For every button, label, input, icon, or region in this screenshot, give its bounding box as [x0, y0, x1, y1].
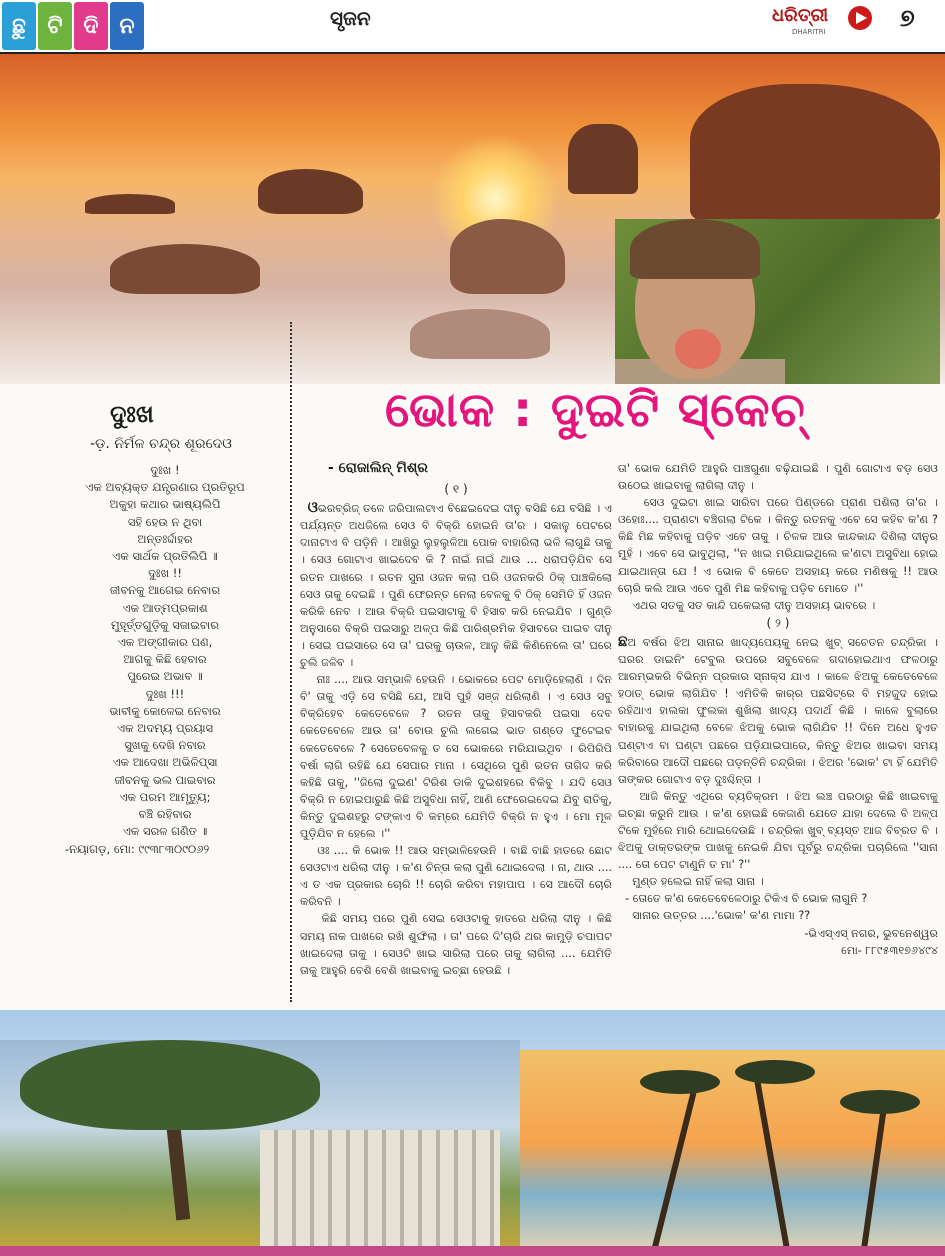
- masthead-char-1: ଛୁ: [2, 2, 36, 50]
- story-paragraph: କିଛି ସମୟ ପରେ ପୁଣି ସେଇ ସେଓଟାକୁ ହାତରେ ଧରିଲା ଦୀନୁ । କିଛି ସମୟ ନାକ ପାଖରେ ରଖି ଶୁଙ୍ଘିଲା । ତା' ପରେ ଦି'ଚାରି ଥର କାମୁଡ଼ି ଚପାପଟ ଖାଇଦେଲା ତାକୁ । ସେଓଟି ଖାଇ ସାରିଲା ପରେ ତାକୁ ଲାଗିଲା .... ଯେମିତି ତାକୁ ଆହୁରି ବେଶି ବେଶି ଖାଇବାକୁ ଇଚ୍ଛା ହେଉଛି ।: [300, 912, 612, 977]
- poem-line: ଭାବୀକୁ କୋଳେଇ ନେବାର: [109, 703, 221, 718]
- poem-line: ଦୁଃଖ !!: [148, 566, 182, 581]
- story-paragraph: ସାନାର ଉତ୍ତର ....'ଭୋକ' କ'ଣ ମାମା ??: [632, 909, 811, 923]
- rock: [410, 309, 550, 359]
- masthead-char-4: ନ: [110, 2, 144, 50]
- poem-line: ଏକ ପରମ ଆମୃତ୍ୟୁ;: [119, 789, 211, 804]
- rock: [85, 194, 175, 214]
- part-2-marker: ( ୨ ): [766, 615, 790, 630]
- poem-line: ବଞ୍ଚି ରହିବାର: [138, 807, 192, 822]
- city-buildings: [260, 1130, 500, 1250]
- play-icon[interactable]: [848, 6, 872, 30]
- column-divider: [290, 322, 292, 1002]
- poem-line: ଦୁଃଖ !: [150, 463, 180, 477]
- poem-author: -ଡ଼. ନିର୍ମଳ ଚନ୍ଦ୍ର ଶୂରଦେଓ: [90, 436, 232, 452]
- poem-line: ଦୁଃଖ !!!: [145, 686, 185, 701]
- masthead-char-2: ଟି: [38, 2, 72, 50]
- poem-line: ସହି ହେଉ ନ ଥିବା: [127, 514, 203, 529]
- poem-line: ଏକ ଆତ୍ମପ୍ରକାଶ: [122, 600, 208, 615]
- story-sign-place: -ଭିଏସ୍‌ଏସ୍ ନଗର, ଭୁବନେଶ୍ୱର: [804, 926, 938, 940]
- story-paragraph: - ତୋତେ କ'ଣ କେତେବେଳେଠାରୁ ଟିକିଏ ବି ଭୋକ ଲାଗୁନି ?: [625, 892, 868, 906]
- page-header: [0, 0, 945, 54]
- brand-subtitle: DHARITRI: [792, 28, 826, 36]
- poem-line: ମୁହୂର୍ତ୍ତଗୁଡ଼ିକୁ ସଜାଇବାର: [110, 617, 220, 632]
- palm-fronds: [840, 1090, 920, 1114]
- story-paragraph: ନାଃ .... ଆଉ ସମ୍ଭାଳି ହେଉନି । ଭୋକରେ ପେଟ ମୋଡ଼ିହେଲାଣି । ଦିନ ବି' ତାକୁ ଏଡ଼ି ସେ ବସିଛି ଯେ, ଆସି ପୁହଁ ସଞ୍ଜ ଧରିଲାଣି । ଏ ସେଓ ସବୁ ବିକ୍ରିହେବ କେତେବେଳେ ? ରତନ ତାକୁ ହିସାବକରି ପଇସା ଦେବ କେତେବେଳେ ଆଉ ତା' ବୋଉ ଚୁଲି ଲଗେଇ ଭାତ ଗଣ୍ଡେ ଫୁଟେଇବ କେତେବେଳେ ? ସେତେବେଳକୁ ତ ସେ ଭୋକରେ ମରିଯାଇଥିବ । ରିପିରିପି ବର୍ଷା ଲାଗି ରହିଛି ଯେ ସେପାର ମାନା । ସେଥିରେ ପୁଣି ରତନ ତାଗିଦ କରି କହିଛି ତାକୁ, ''ଜିଲୋ ଦୁଇଣ' ଟିରିଶ ଡାକି ଦୁଇଶହରେ ବିକିବୁ । ଯଦି ସେଓ ବିକ୍ରି ନ ହୋଇପାରୁଛି କିଛି ଅସୁବିଧା ନାହିଁ, ଆଣି ଫେରେଇଦେଇ ଯିବୁ ରାତିକୁ, କିନ୍ତୁ ଦୁଇଶହରୁ ଟଙ୍କାଏ ବି କମ୍‌ରେ ଯେମିତି ବିକ୍ରି ନ ହୁଏ । ମୋ ମୂଳ ପୁଡ଼ିଯିବ ନ ହେଲେ ।'': [300, 673, 612, 840]
- poem-line: ଏକ ଅଙ୍ଗୀକାର ପଣ,: [117, 635, 213, 650]
- palm-trunk: [650, 1092, 697, 1256]
- apple: [675, 329, 721, 369]
- page-number: ୭: [900, 4, 915, 32]
- poem-line: ଏକ ସରଳ ଗଣିତ ॥: [122, 824, 208, 839]
- story-column-2: [618, 460, 938, 959]
- poem-line: ଅନ୍ତଃର୍ଦ୍ଦାହର: [137, 531, 193, 546]
- story-paragraph: ସେଓ ଦୁଇଟା ଖାଇ ସାରିବା ପରେ ପିଣ୍ଡରେ ପ୍ରାଣ ପଶିଲା ତା'ର । ଓହୋଃ.... ପ୍ରାଣଟା ବଞ୍ଚିଗଲା ଟିକେ । କିନ୍ତୁ ରତନକୁ ଏବେ ସେ କହିବ କ'ଣ ? କିଛି ମିଛ କହିବାକୁ ପଡ଼ିବ ଏବେ ତାକୁ । ଚିଳକ ଆଉ କାନ୍ଦକାନ୍ଦ ଦିଶିଲା ଦୀନୁର ମୁହଁ । ଏବେ ସେ ଭାବୁଥିଲା, ''ନ ଖାଇ ମରିଯାଇଥିଲେ କ'ଣଟା ଅସୁବିଧା ହୋଇ ଯାଇଥାନ୍ତା ଯେ ! ଏ ଭୋକ ବି କେତେ ଅସହାୟ କରେ ମଣିଷକୁ !! ଆଉ ଚୋରି କଲି ଆଉ ଏବେ ପୁଣି ମିଛ କହିବାକୁ ପଡ଼ିବ ମୋତେ ।'': [618, 496, 939, 595]
- poem-title: ଦୁଃଖ: [110, 400, 154, 428]
- rock: [690, 84, 940, 224]
- dropcap: ଛ: [618, 631, 628, 650]
- coastal-city-image: [0, 1040, 520, 1256]
- tree-crown: [20, 1040, 320, 1130]
- poem-line: ଏକ ଆଦେଖା ଅଭିଳିପ୍ସା: [112, 755, 218, 770]
- poem-footer: -ନୟାଗଡ଼, ମୋ: ୯୯୩୮୩୦୯୦୬୨: [65, 842, 210, 857]
- palm-trunk: [860, 1110, 887, 1256]
- story-paragraph: ଆଜି କିନ୍ତୁ ଏଥିରେ ବ୍ୟତିକ୍ରମ । ଝିଅ ଲଞ୍ଚ ପରଠାରୁ କିଛି ଖାଇବାକୁ ଇଚ୍ଛା କରୁନି ଆଉ । କ'ଣ ହୋଇଛି କେଜାଣି ଯେତେ ଯାହା ଦେଲେ ବି ଅଳ୍ପ ଟିକେ ମୁହଁରେ ମାରି ଥୋଇଦେଉଛି । ଚନ୍ଦ୍ରିକା ଖୁବ୍ ବ୍ୟସ୍ତ ଆଜ ବିବ୍ରତ ବି । ଝିଅକୁ ଡାକ୍ତରଙ୍କ ପାଖକୁ ନେଇକି ଯିବା ପୂର୍ବରୁ ଚନ୍ଦ୍ରିକା ପଚାରିଲେ ''ସାନା .... ତୋ ପେଟ ଟାଣୁନି ତ ମା' ?'': [618, 789, 938, 872]
- masthead-char-3: ଦି: [74, 2, 108, 50]
- rock: [568, 124, 638, 194]
- story-paragraph: ଓଭରବ୍ରିଜ୍ ତଳେ ଜରିପାଲଟାଏ ବିଛେଇଦେଇ ଦୀନୁ ବସିଛି ଯେ ବସିଛି । ଏ ପର୍ଯ୍ୟନ୍ତ ଅଧଜିଲେ ସେଓ ବି ବିକ୍ରି ହୋଇନି ତା'ର । ସକାଳୁ ପେଟରେ ଦାନାଟାଏ ବି ପଡ଼ିନି । ଆଖିରୁ ଲୁହଲୁଳିଆ ପୋକ ବାହାରିଲା ଭଳି ଲାଗୁଛି ତାକୁ । ସେଓ ଗୋଟାଏ ଖାଇଦେବ କି ? ନାଇଁ ନାଇଁ ଥାଉ ... ଧରାପଡ଼ିଯିବ ସେ ରତନ ପାଖରେ । ରତନ ସୁନା ଓଜନ କଲା ପରି ଓଜନକରି ଠିକ୍ ପାଞ୍ଚକିଲୋ ସେଓ ତାକୁ ଦେଇଛି । ପୁଣି ଫେରନ୍ତ ନେଲା ବେଳକୁ ବି ଠିକ୍ ସେମିତି ହିଁ ଓଜନ କରିକି ନେବ । ଆଉ ବିକ୍ରି ପଇସାଟାକୁ ବି ହିସାବ କରି ନେଇଯିବ । ଗୁଣ୍ଡି ଅନୁସାରେ ବିକ୍ରି ପଇସାରୁ ଅଳ୍ପ କିଛି ପାରିଶ୍ରମିକ ହିସାବରେ ପାଇବ ଦୀନୁ । ସେଇ ପଇସାରେ ସେ ତା' ଘରକୁ ଚାଉଳ, ଆଳୁ କିଛି କିଣିନେଲେ ତା' ଘରେ ଚୁଲି ଜଳିବ ।: [300, 498, 612, 670]
- poem-line: ସୁଖକୁ ଦେଖି ନବାର: [124, 738, 206, 753]
- poem-line: ଏକ ସାର୍ଥକ ପ୍ରତିଲିପି ॥: [112, 549, 218, 564]
- rock: [110, 244, 260, 294]
- story-author: - ରୋଜାଲିନ୍ ମିଶ୍ର: [328, 460, 428, 476]
- palm-trunk: [754, 1081, 791, 1256]
- poem-lines: [45, 462, 285, 840]
- bottom-landscape-image: [0, 1010, 945, 1256]
- story-sign-phone: ମୋ- ୮୮୯୫୩୧୭୬୪୯୪: [841, 943, 938, 957]
- poem-column: [45, 400, 285, 857]
- poem-line: ଆଗକୁ କିଛି ହେବାର: [123, 652, 207, 667]
- story-paragraph: ଏଥର ସତକୁ ସତ କାନ୍ଦି ପକେଇଲା ଦୀନୁ ଅସହାୟ ଭାବରେ ।: [632, 598, 876, 612]
- poem-line: ଏକ ଅଦମ୍ୟ ପ୍ରୟାସ: [117, 721, 213, 736]
- palm-beach-image: [520, 1050, 945, 1256]
- boy-hair: [630, 219, 760, 279]
- hero-sunset-image: [0, 54, 945, 384]
- poem-line: ପୁରେଇ ଅଭାବ ॥: [127, 669, 203, 684]
- poem-line: ଏକ ଅବ୍ୟକ୍ତ ଯନ୍ତ୍ରଣାର ପ୍ରତିରୂପ: [85, 480, 245, 495]
- rock: [258, 169, 363, 214]
- story-paragraph: ମୁଣ୍ଡ ହଲେଇ ନାହିଁ କଲା ସାନା ।: [632, 875, 764, 889]
- story-paragraph: ତା' ଭୋକ ଯେମିତି ଆହୁରି ପାଞ୍ଚଗୁଣା ବଢ଼ିଯାଇଛି । ପୁଣି ଗୋଟାଏ ବଡ଼ ସେଓ ଉଠେଇ ଖାଇବାକୁ ଲାଗିଲା ଦୀନୁ ।: [618, 462, 938, 493]
- palm-fronds: [640, 1070, 720, 1094]
- story-paragraph: ଓଃ .... କି ଭୋକ !! ଆଉ ସମ୍ଭାଳିହେଉନି । ବାଛି ବାଛି ହାତରେ ଛୋଟ ସେଓଟାଏ ଧରିଲା ଦୀନୁ । କ'ଣ ଚିନ୍ତା କଲା ପୁଣି ଥୋଇଦେଲା । ନା, ଥାଉ .... ଏ ତ ଏକ ପ୍ରକାର ଚୋରି !! ଚୋରି କରିବା ମହାପାପ । ସେ ଆଦୌ ଚୋରି କରିବନି ।: [300, 844, 612, 909]
- brand-logo[interactable]: ଧରିତ୍ରୀ: [772, 5, 829, 26]
- poem-line: ଅକୁହା କଥାର ଭାଷ୍ୟଲିପି: [109, 497, 221, 512]
- poem-line: ଜୀବନକୁ ଆଗେଇ ନେବାର: [109, 583, 221, 598]
- boy-eating-apple-image: [615, 219, 940, 384]
- section-title: ସୃଜନ: [330, 6, 371, 30]
- story-column-1: [300, 460, 612, 979]
- footer-bar: [0, 1246, 945, 1256]
- masthead-logo: [2, 2, 144, 50]
- story-headline: ଭୋକ : ଦୁଇଟି ସ୍କେଚ୍: [385, 382, 806, 438]
- palm-fronds: [735, 1060, 815, 1084]
- poem-line: ଜୀବନକୁ ଭଲ ପାଇବାର: [114, 772, 216, 787]
- dropcap: ଓ: [307, 498, 319, 517]
- story-paragraph: ଛଅ ବର୍ଷର ଝିଅ ସାନାର ଖାଦ୍ୟପେୟକୁ ନେଇ ଖୁବ୍ ସଚେତନ ଚନ୍ଦ୍ରିକା । ଘରର ଡାଇନିଂ ଟେବୁଲ ଉପରେ ସବୁବେଳେ ଗଦାହୋଇଥାଏ ଫଳଠାରୁ ଆରମ୍ଭକରି ବିଭିନ୍ନ ପ୍ରକାର ସ୍ନାକ୍ସ ଯାଏ । କାଳେ ଝିଅକୁ କେତେବେଳେ ହଠାତ୍ ଭୋକ ଲାଗିଯିବ ! ଏମିତିକି କାର୍‌ର ପଛସିଟ୍‌ରେ ବି ମହଜୁଦ ହୋଇ ରହିଥାଏ ହାଲକା ଫୁଲକା ଶୁଖିଲା ଖାଦ୍ୟ ପଦାର୍ଥ କିଛି । କାଳେ ବୁଲାରେ ବାହାରକୁ ଯାଇଥିଲା ବେଳେ ଝିଅକୁ ଭୋକ ଲାଗିଯିବ !! ଦିନେ ଅଧେ ହୁଏତ ଘଣ୍ଟାଏ ବା ଘଣ୍ଟା ପଛରେ ପଡ଼ିଯାଇପାରେ, କିନ୍ତୁ ଝିଅର ଖାଇବା ସମୟ କରିବାରେ ଆଦୌ ପଛରେ ପଡ଼ନ୍ତିନି ଚନ୍ଦ୍ରିକା । ଝିଅର 'ଭୋକ' ଟା ହିଁ ଯେମିତି ତାଙ୍କର ଗୋଟାଏ ବଡ଼ ଦୁଃଶ୍ଚିନ୍ତା ।: [618, 631, 938, 786]
- part-1-marker: ( ୧ ): [444, 482, 468, 497]
